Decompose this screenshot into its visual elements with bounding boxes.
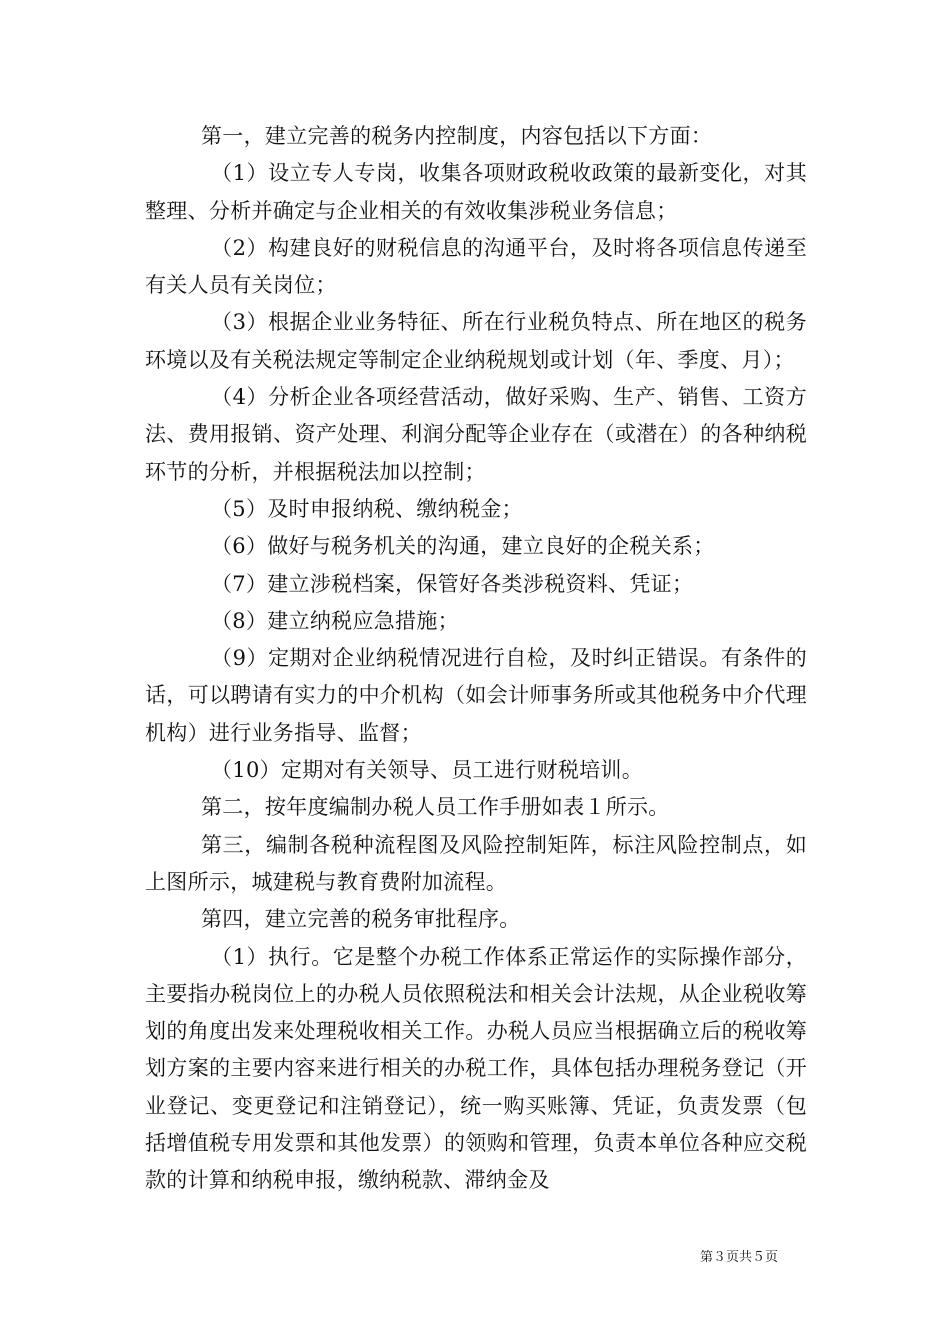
paragraph-6: （5）及时申报纳税、缴纳税金； — [211, 496, 523, 521]
paragraph-15: （1）执行。它是整个办税工作体系正常运作的实际操作部分，主要指办税岗位上的办税人员依照税法和相关会计法规，从企业税收筹划的角度出发来处理税收相关工作。办税人员应当根据确立后的税收筹划方案的主要内容来进行相关的办税工作，具体包括办理税务登记（开业登记、变更登记和注销登记），统一购买账簿、凭证，负责发票（包括增值税专用发票和其他发票）的领购和管理，负责本单位各种应交税款的计算和纳税申报，缴纳税款、滞纳金及 — [145, 944, 807, 1193]
paragraph-9: （8）建立纳税应急措施； — [211, 608, 459, 633]
paragraph-8: （7）建立涉税档案，保管好各类涉税资料、凭证； — [211, 571, 694, 596]
paragraph-1: 第一，建立完善的税务内控制度，内容包括以下方面： — [201, 124, 713, 148]
document-body — [145, 118, 807, 1200]
paragraph-7: （6）做好与税务机关的沟通，建立良好的企税关系； — [211, 534, 715, 559]
paragraph-11: （10）定期对有关领导、员工进行财税培训。 — [211, 758, 644, 783]
paragraph-10: （9）定期对企业纳税情况进行自检，及时纠正错误。有条件的话，可以聘请有实力的中介机构（如会计师事务所或其他税务中介代理机构）进行业务指导、监督； — [145, 646, 807, 745]
paragraph-4: （3）根据企业业务特征、所在行业税负特点、所在地区的税务环境以及有关税法规定等制定企业纳税规划或计划（年、季度、月）； — [145, 310, 807, 372]
paragraph-12: 第二，按年度编制办税人员工作手册如表１所示。 — [201, 795, 670, 820]
paragraph-3: （2）构建良好的财税信息的沟通平台，及时将各项信息传递至有关人员有关岗位； — [145, 235, 807, 298]
page-number-footer: 第３页共５页 — [700, 1250, 779, 1265]
paragraph-5: （4）分析企业各项经营活动，做好采购、生产、销售、工资方法、费用报销、资产处理、利润分配等企业存在（或潜在）的各种纳税环节的分析，并根据税法加以控制； — [145, 385, 807, 484]
paragraph-13: 第三，编制各税种流程图及风险控制矩阵，标注风险控制点，如上图所示，城建税与教育费附加流程。 — [145, 832, 807, 894]
paragraph-14: 第四，建立完善的税务审批程序。 — [201, 907, 521, 932]
paragraph-2: （1）设立专人专岗，收集各项财政税收政策的最新变化，对其整理、分析并确定与企业相关的有效收集涉税业务信息； — [145, 161, 807, 223]
